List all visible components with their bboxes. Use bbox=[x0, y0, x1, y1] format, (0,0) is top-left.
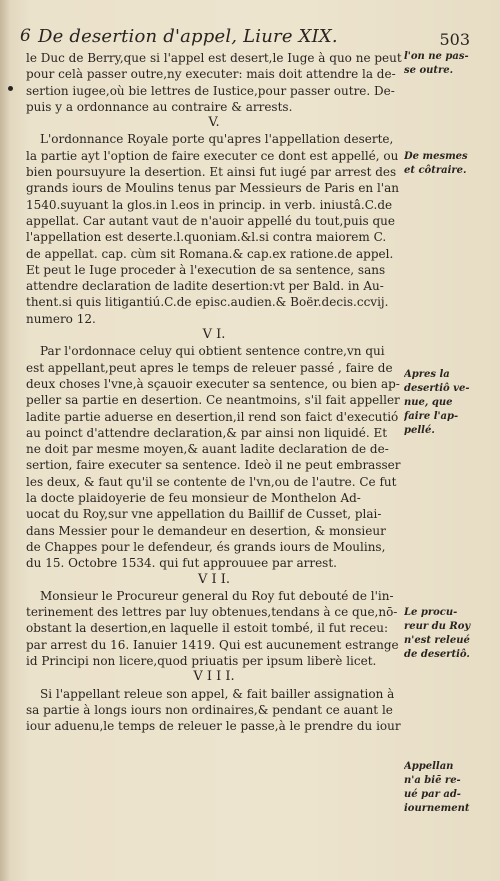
margin-note bbox=[404, 606, 494, 662]
text-line: L'ordonnance Royale porte qu'apres l'appellation deserte, bbox=[40, 132, 394, 147]
text-line: attendre declaration de ladite desertion:vt per Bald. in Au- bbox=[26, 279, 384, 294]
text-line: le Duc de Berry,que si l'appel est desert,le Iuge à quo ne peut bbox=[26, 51, 402, 65]
margin-note-line: Appellan bbox=[404, 761, 454, 772]
text-line: est appellant,peut apres le temps de releuer passé , faire de bbox=[26, 360, 393, 375]
margin-note bbox=[404, 150, 494, 178]
margin-note-line: desertiô ve- bbox=[404, 383, 470, 394]
text-line: uocat du Roy,sur vne appellation du Baillif de Cusset, plai- bbox=[26, 507, 382, 522]
text-line: sa partie à longs iours non ordinaires,& pendant ce auant le bbox=[26, 702, 393, 717]
text-line: id Principi non licere,quod priuatis per ipsum liberè licet. bbox=[26, 653, 377, 668]
paragraph-vi bbox=[26, 343, 402, 571]
margin-note-line: n'est releué bbox=[404, 635, 470, 646]
margin-note bbox=[404, 760, 494, 816]
paragraph-viii bbox=[26, 686, 402, 735]
margin-note-line: reur du Roy bbox=[404, 621, 471, 632]
paragraph-intro bbox=[26, 50, 402, 115]
text-line: les deux, & faut qu'il se contente de l'vn,ou de l'autre. Ce fut bbox=[26, 474, 397, 489]
text-line: numero 12. bbox=[26, 311, 96, 326]
text-line: obstant la desertion,en laquelle il estoit tombé, il fut receu: bbox=[26, 621, 388, 636]
margin-note bbox=[404, 50, 494, 78]
margin-note-line: et côtraire. bbox=[404, 165, 467, 176]
text-line: sertion iugee,où bie lettres de Iustice,pour passer outre. De- bbox=[26, 83, 395, 98]
section-heading-vi: V I. bbox=[202, 327, 226, 343]
section-heading-vii: V I I. bbox=[197, 571, 231, 587]
text-line: Monsieur le Procureur general du Roy fut debouté de l'in- bbox=[40, 588, 394, 603]
text-line: sertion, faire executer sa sentence. Ideò il ne peut embrasser bbox=[26, 458, 401, 473]
margin-note-line: nue, que bbox=[404, 397, 453, 408]
text-line: Par l'ordonnace celuy qui obtient sentence contre,vn qui bbox=[40, 344, 385, 359]
text-line: bien poursuyure la desertion. Et ainsi fut iugé par arrest des bbox=[26, 165, 397, 180]
text-line: iour aduenu,le temps de releuer le passe,à le prendre du iour bbox=[26, 719, 401, 734]
page-header bbox=[20, 26, 480, 52]
margin-note-line: Apres la bbox=[404, 369, 450, 380]
text-line: au poinct d'attendre declaration,& par ainsi non liquidé. Et bbox=[26, 425, 388, 440]
margin-bullet-mark bbox=[8, 86, 13, 91]
text-line: thent.si quis litigantiú.C.de episc.audien.& Boër.decis.ccvij. bbox=[26, 295, 389, 310]
text-line: ne doit par mesme moyen,& auant ladite declaration de de- bbox=[26, 442, 389, 457]
text-line: de Chappes pour le defendeur, és grands iours de Moulins, bbox=[26, 539, 386, 554]
paragraph-v bbox=[26, 131, 402, 327]
text-line: deux choses l'vne,à sçauoir executer sa sentence, ou bien ap- bbox=[26, 376, 400, 391]
text-line: la partie ayt l'option de faire executer ce dont est appellé, ou bbox=[26, 148, 399, 163]
section-heading-v: V. bbox=[208, 115, 220, 131]
margin-note-line: ué par ad- bbox=[404, 789, 461, 800]
main-text-column bbox=[26, 50, 402, 734]
margin-note-line: pellé. bbox=[404, 425, 435, 436]
text-line: puis y a ordonnance au contraire & arrests. bbox=[26, 99, 293, 114]
text-line: appellat. Car autant vaut de n'auoir appellé du tout,puis que bbox=[26, 213, 396, 228]
gutter-shadow bbox=[0, 0, 10, 881]
text-line: 1540.suyuant la glos.in l.eos in princip. in verb. iniustâ.C.de bbox=[26, 197, 393, 212]
running-title: De desertion d'appel, Liure XIX. bbox=[38, 26, 338, 47]
margin-note-line: n'a biē re- bbox=[404, 775, 461, 786]
text-line: ladite partie aduerse en desertion,il rend son faict d'executió bbox=[26, 409, 399, 424]
text-line: terinement des lettres par luy obtenues,tendans à ce que,nō- bbox=[26, 605, 398, 620]
text-line: du 15. Octobre 1534. qui fut approuuee par arrest. bbox=[26, 556, 337, 571]
text-line: grands iours de Moulins tenus par Messieurs de Paris en l'an bbox=[26, 181, 399, 196]
text-line: la docte plaidoyerie de feu monsieur de Monthelon Ad- bbox=[26, 491, 361, 506]
page-number: 6 bbox=[20, 26, 31, 46]
text-line: Si l'appellant releue son appel, & fait bailler assignation à bbox=[40, 686, 395, 701]
folio-number: 503 bbox=[439, 30, 470, 49]
margin-note-line: faire l'ap- bbox=[404, 411, 459, 422]
margin-note-line: de desertiô. bbox=[404, 649, 470, 660]
margin-note bbox=[404, 368, 494, 438]
text-line: l'appellation est deserte.l.quoniam.&l.si contra maiorem C. bbox=[26, 230, 387, 245]
margin-note-line: l'on ne pas- bbox=[404, 51, 469, 62]
section-heading-viii: V I I I. bbox=[193, 669, 235, 685]
text-line: Et peut le Iuge proceder à l'execution de sa sentence, sans bbox=[26, 262, 386, 277]
margin-note-line: iournement bbox=[404, 803, 470, 814]
margin-note-line: De mesmes bbox=[404, 151, 468, 162]
text-line: de appellat. cap. cùm sit Romana.& cap.ex ratione.de appel. bbox=[26, 246, 394, 261]
text-line: par arrest du 16. Ianuier 1419. Qui est aucunement estrange bbox=[26, 637, 399, 652]
paragraph-vii bbox=[26, 588, 402, 669]
text-line: peller sa partie en desertion. Ce neantmoins, s'il fait appeller bbox=[26, 393, 400, 408]
text-line: pour celà passer outre,ny executer: mais doit attendre la de- bbox=[26, 67, 396, 82]
margin-note-line: se outre. bbox=[404, 65, 454, 76]
text-line: dans Messier pour le demandeur en desertion, & monsieur bbox=[26, 523, 386, 538]
margin-note-line: Le procu- bbox=[404, 607, 458, 618]
